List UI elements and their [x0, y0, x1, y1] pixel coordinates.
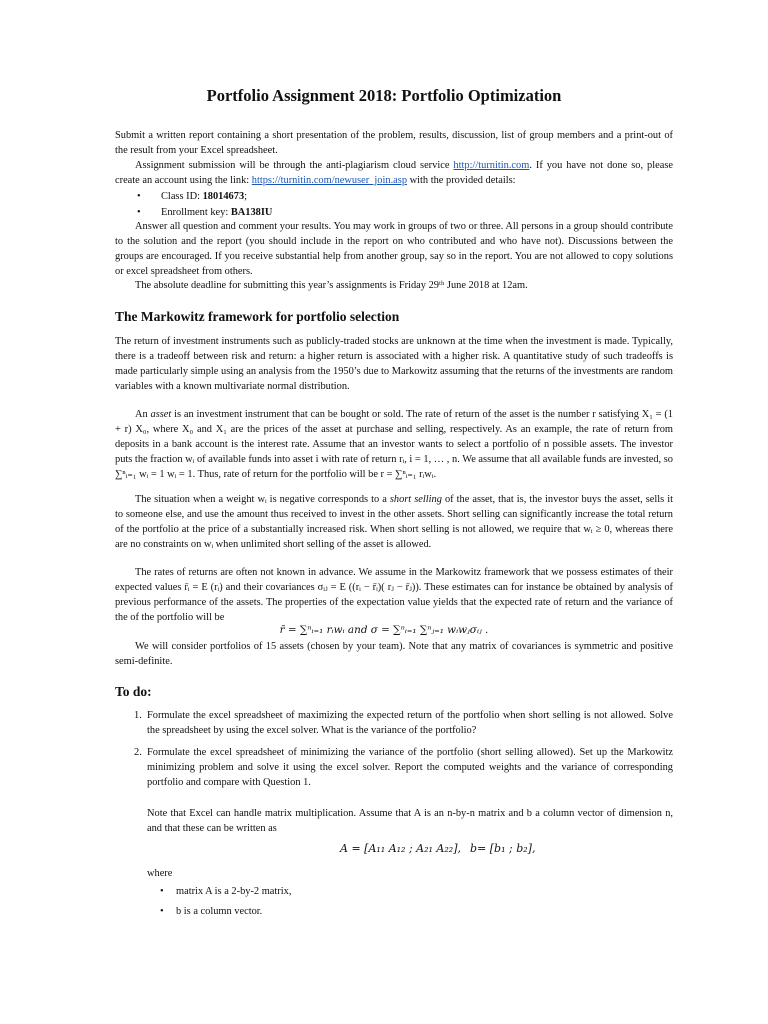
class-id-value: 18014673 — [202, 191, 245, 202]
vector-b-formula: b= [b₁ ; b₂], — [470, 842, 536, 855]
short-selling-term: short selling — [389, 494, 442, 505]
section-heading-markowitz: The Markowitz framework for portfolio selection — [115, 309, 400, 324]
markowitz-paragraph-2 — [115, 407, 673, 482]
enroll-label: Enrollment key: — [161, 207, 231, 218]
expected-values-paragraph: The rates of returns are often not known in advance. We assume in the Markowitz framework that we possess estimates of their expected values r̄ᵢ = E (rᵢ) and their covariances σᵢⱼ = E ((rᵢ − r̄ᵢ)( rⱼ − r̄ⱼ)). These estimates can for instance be obtained by analysis of previous performance of the assets. The properties of the expectation value yields that the expected rate of return and the variance of the of the portfolio will be — [115, 567, 673, 623]
todo-item-number: 2. — [134, 747, 142, 758]
todo-item-1 — [134, 708, 673, 738]
asset-term: asset — [150, 409, 172, 420]
p2-text-b: is an investment instrument that can be bought or sold. The rate of return of the asset is the number r satisfying X₁ = (1 + r) X₀, where X₀ and X₁ are the prices of the asset at purchase and selling, respectively. As an example, the rate of return from deposits in a bank account is the interest rate. Assume that an investor wants to select a portfolio of n possible assets. The investor puts the fraction wᵢ of available funds into asset i with rate of return rᵢ, i = 1, … , n. We assume that all available funds are invested, so ∑ⁿᵢ₌₁ wᵢ = 1 wᵢ = 1. Thus, rate of return for the portfolio will be r = ∑ⁿᵢ₌₁ rᵢwᵢ. — [115, 409, 674, 480]
matrix-bullet-text: matrix A is a 2-by-2 matrix, — [176, 886, 292, 897]
p3-text-b: of the asset, that is, the investor buys the asset, sells it to someone else, and use the amount thus received to invest in the other assets. Short selling can significantly increase the total return of the portfolio at the price of a substantially increased risk. When short selling is not allowed, we require that wᵢ ≥ 0, whereas there are no constraints on wᵢ when unlimited short selling of the asset is allowed. — [115, 494, 673, 550]
p3-text-a: The situation when a weight wᵢ is negative corresponds to a — [135, 494, 390, 505]
bullet-icon: • — [160, 906, 164, 917]
turnitin-link[interactable]: http://turnitin.com — [453, 160, 530, 171]
bullet-icon: • — [137, 191, 141, 202]
markowitz-paragraph-1: The return of investment instruments such as publicly-traded stocks are unknown at the time when the investment is made. Typically, there is a tradeoff between risk and return: a higher return is associated with a higher risk. A quantitative study of such tradeoffs is made particularly simple using an analysis from the 1950’s due to Markowitz assuming that the returns of the investments are random variables with a known multivariate normal distribution. — [115, 336, 673, 392]
matrix-bullet-1 — [160, 884, 291, 899]
intro-paragraph-2 — [115, 158, 673, 188]
bullet-icon: • — [137, 207, 141, 218]
short-selling-paragraph — [115, 492, 673, 552]
where-label: where — [147, 868, 173, 879]
intro-p2-text-a: Assignment submission will be through the anti-plagiarism cloud service — [135, 160, 454, 171]
class-id-suffix: ; — [244, 191, 248, 202]
portfolio-size-paragraph: We will consider portfolios of 15 assets (chosen by your team). Note that any matrix of covariances is symmetric and positive semi-definite. — [115, 641, 673, 667]
todo-item-text: Formulate the excel spreadsheet of maximizing the expected return of the portfolio when short selling is not allowed. Solve the spreadsheet by using the excel solver. What is the variance of the portfolio? — [147, 710, 673, 736]
class-id-item — [137, 189, 247, 204]
class-id-label: Class ID: — [161, 191, 203, 202]
matrix-note: Note that Excel can handle matrix multiplication. Assume that A is an n-by-n matrix and b a column vector of dimension n, and that these can be written as — [147, 808, 673, 834]
enrollment-key-item — [137, 205, 272, 220]
turnitin-signup-link[interactable]: https://turnitin.com/newuser_join.asp — [251, 175, 408, 186]
enroll-value: BA138IU — [230, 207, 273, 218]
intro-p2-text-b: . If you have not done so, please create an account using the link: — [115, 160, 673, 186]
todo-item-2 — [134, 745, 673, 790]
matrix-bullet-text: b is a column vector. — [176, 906, 263, 917]
intro-paragraph-3: Answer all question and comment your results. You may work in groups of two or three. All persons in a group should contribute to the solution and the report (you should include in the report on who contributed and who have not). Discussions between the groups are encouraged. If you receive substantial help from another group, say so in the report. You are not allowed to copy solutions or excel spreadsheet from others. — [115, 221, 673, 277]
todo-item-number: 1. — [134, 710, 142, 721]
matrix-a-formula: A = [A₁₁ A₁₂ ; A₂₁ A₂₂], — [340, 842, 461, 855]
intro-p2-text-c: with the provided details: — [407, 175, 516, 186]
page-title: Portfolio Assignment 2018: Portfolio Optimization — [206, 86, 562, 105]
intro-paragraph-1: Submit a written report containing a short presentation of the problem, results, discussion, list of group members and a print-out of the result from your Excel spreadsheet. — [115, 130, 673, 156]
portfolio-formula: r̄ = ∑ⁿᵢ₌₁ rᵢwᵢ and σ = ∑ⁿᵢ₌₁ ∑ⁿⱼ₌₁ wᵢwⱼσᵢⱼ . — [279, 624, 489, 636]
todo-item-text: Formulate the excel spreadsheet of minimizing the variance of the portfolio (short selling allowed). Set up the Markowitz minimizing problem and solve it using the excel solver. Report the computed weights and the variance of corresponding portfolio and compare with Question 1. — [147, 747, 673, 788]
deadline-paragraph: The absolute deadline for submitting this year’s assignments is Friday 29ᵗʰ June 2018 at 12am. — [135, 280, 528, 291]
section-heading-todo: To do: — [115, 684, 152, 699]
bullet-icon: • — [160, 886, 164, 897]
p2-text-a: An — [135, 409, 151, 420]
matrix-bullet-2 — [160, 904, 262, 919]
